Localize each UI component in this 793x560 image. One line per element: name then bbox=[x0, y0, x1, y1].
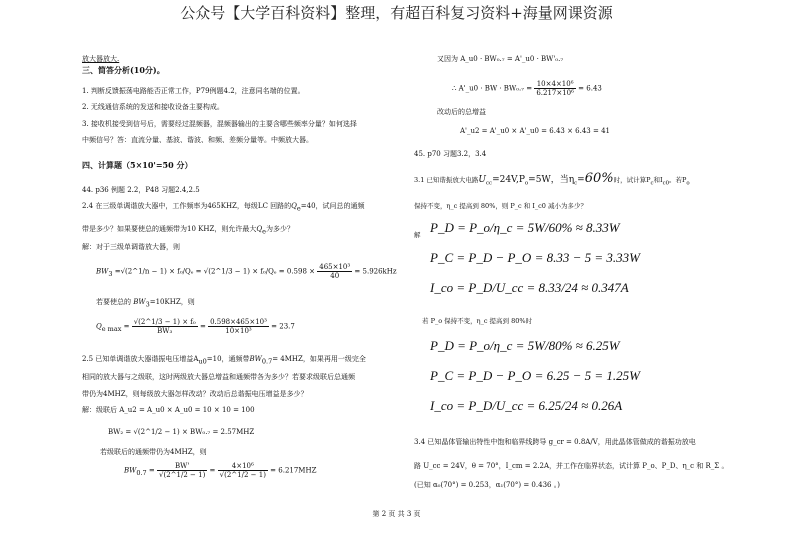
equation-pc-60: P_C = P_D − P_O = 8.33 − 5 = 3.33W bbox=[430, 250, 640, 265]
right-gain-relation: 又因为 A_u0 · BW₀.₇ = A'_u0 · BW'₀.₇ bbox=[437, 55, 564, 63]
problem-2-4-text-d: 为多少？ bbox=[265, 225, 294, 233]
condition-80-percent: 若 P_o 保持不变，η_c 提高到 80%时 bbox=[422, 317, 533, 325]
problem-2-4-line-1 bbox=[82, 201, 365, 212]
eq2-lhs-sub: e max bbox=[101, 324, 122, 333]
r6-j: 和 bbox=[653, 176, 660, 184]
problem-3-4-line-1: 3.4 已知晶体管输出特性中饱和临界线跨导 g_cr = 0.8A/V，用此晶体管做成的谐振功放电 bbox=[414, 438, 696, 446]
eq2-result: = 23.7 bbox=[271, 322, 295, 331]
problem-2-5-keep: 若级联后的通频带仍为4MHZ，则 bbox=[100, 448, 207, 456]
question-2: 2. 无线通信系统的发送和接收设备主要构成。 bbox=[82, 103, 224, 111]
question-1: 1. 判断反馈振荡电路能否正常工作，P79例题4.2，注意同名端的位置。 bbox=[82, 87, 305, 95]
question-3-line-1: 3. 接收机接受到信号后，需要经过混频器，混频器输出的主要含哪些频率分量？如何选择 bbox=[82, 120, 357, 128]
equation-bw07: $BW_{0.7}$ = $\frac{BW'}{√(2\^{}1/2 - 1)}$ = $\frac{\text{4×10⁶}}{√(2\^{}1/2 - 1)}$ = 6.217MHZ bbox=[124, 462, 317, 479]
problem-2-4-q2: Q bbox=[256, 225, 263, 233]
r6-a: 3.1 已知谐振放大电路 bbox=[414, 176, 479, 184]
problem-2-4-need: 若要使总的 $BW_3=10KHZ$，则 bbox=[96, 298, 195, 309]
eq1-lhs: BW bbox=[96, 267, 109, 276]
eq1-numerator: 465×10³ bbox=[319, 263, 351, 271]
problem-2-4-line-2 bbox=[82, 224, 294, 235]
r2-lhs: ∴ A'_u0 · BW · BW₀.₇ = bbox=[452, 84, 533, 93]
r6-g: 60% bbox=[584, 171, 614, 186]
problem-2-4-q-sub: e bbox=[296, 204, 301, 213]
problem-45-ref: 45. p70 习题3.2，3.4 bbox=[414, 150, 487, 158]
need-text-b: =10KHZ，则 bbox=[149, 298, 195, 306]
p25-text-a: 2.5 已知单调谐放大器谐振电压增益A bbox=[82, 355, 199, 363]
problem-3-4-line-3: (已知 α₀(70°) = 0.253，α₁(70°) = 0.436 。) bbox=[414, 481, 560, 489]
equation-pc-80: P_C = P_D − P_O = 6.25 − 5 = 1.25W bbox=[430, 368, 640, 383]
right-total-gain: A'_u2 = A'_u0 × A'_u0 = 6.43 × 6.43 = 41 bbox=[460, 127, 610, 135]
eq2-numerator-2: 0.598×465×10³ bbox=[210, 318, 267, 326]
problem-3-1-line-1: 3.1 已知谐振放大电路$U_{cc}=24V,P_o=5W$，当$\eta_c=60\%$时，试计算$P_c$和$I_{c0}$。若$P_o$ bbox=[414, 171, 690, 187]
r6-c: =24V,P bbox=[492, 175, 525, 185]
r2-result: = 6.43 bbox=[578, 84, 602, 93]
p25-text-d: = 4MHZ，如果再用一级完全 bbox=[272, 355, 366, 363]
r6-h: 时，试计算 bbox=[613, 176, 647, 184]
problem-2-5-line-1: 2.5 已知单调谐放大器谐振电压增益$A_{u0}=10$，通频带$BW_{0.7}= 4MHZ$，如果再用一级完全 bbox=[82, 355, 366, 366]
eq1-body: =√(2^1/n − 1) × f₀/Qₑ = √(2^1/3 − 1) × f₀/Qₑ = 0.598 × bbox=[114, 267, 315, 276]
problem-2-4-text-c: 带是多少？如果要使总的通频带为10 KHZ，则允许最大 bbox=[82, 225, 257, 233]
eq1-result: = 5.926kHz bbox=[354, 267, 397, 276]
eq4-numerator-1: BW' bbox=[157, 462, 207, 471]
r2-numerator: 10×4×10⁶ bbox=[534, 80, 576, 89]
page-footer: 第 2 页 共 3 页 bbox=[372, 510, 421, 518]
question-3-line-2: 中频信号？答：直流分量、基波、谐波、和频、差频分量等。中频放大器。 bbox=[82, 136, 313, 144]
r6-d: =5W，当 bbox=[528, 175, 569, 185]
problem-2-4-q: Q bbox=[291, 202, 297, 210]
r6-m: P bbox=[682, 176, 687, 184]
problem-2-5-solution: 解：级联后 A_u2 = A_u0 × A_u0 = 10 × 10 = 100 bbox=[82, 406, 255, 414]
need-bw: BW bbox=[133, 298, 146, 306]
eq1-lhs-sub: 3 bbox=[108, 269, 113, 278]
right-gain-calc bbox=[452, 80, 602, 97]
equation-ico-60: I_co = P_D/U_cc = 8.33/24 ≈ 0.347A bbox=[430, 280, 629, 295]
r6-f: = bbox=[577, 175, 585, 185]
problem-2-4-text-a: 2.4 在三级单调谐放大器中，工作频率为465KHZ，每级LC 回路的 bbox=[82, 202, 292, 210]
equation-qe-max: $Q_{e max}$ = $\frac{\text{√(2\textasciicircum{}1/3 − 1) × f₀}}{\text{BW₃}}$ = $\frac{\text{0.598×465×10³}}{\text{10×10³}}$ = 23.7 bbox=[96, 318, 295, 335]
eq2-denominator-2: 10×10³ bbox=[225, 327, 252, 335]
r6-i: P bbox=[646, 176, 651, 184]
top-fragment: 放大器放大. bbox=[82, 55, 120, 63]
eq4-lhs: BW bbox=[124, 466, 137, 475]
need-text-a: 若要使总的 bbox=[96, 298, 131, 306]
section-3-title: 三、简答分析(10分)。 bbox=[82, 65, 165, 75]
eq4-denominator-2: √(2^1/2 − 1) bbox=[219, 471, 266, 479]
problem-2-5-line-3: 带仍为4MHZ，则每级放大器怎样改动？改动后总谐振电压增益是多少？ bbox=[82, 390, 308, 398]
solution-label: 解 bbox=[414, 231, 421, 239]
p25-text-c: BW bbox=[249, 355, 262, 363]
r6-b: U bbox=[478, 175, 486, 185]
r6-l: 。若 bbox=[669, 176, 683, 184]
equation-pd-80: P_D = P_o/η_c = 5W/80% ≈ 6.25W bbox=[430, 338, 620, 353]
problem-3-4-line-2: 路 U_cc = 24V，θ = 70°，I_cm = 2.2A，并工作在临界状态，试计算 P_o、P_D、η_c 和 R_Σ 。 bbox=[414, 462, 729, 470]
eq2-denominator-1: BW₃ bbox=[157, 327, 173, 335]
problem-2-4-text-b: =40，试问总的通频 bbox=[300, 202, 365, 210]
equation-bw3 bbox=[96, 263, 397, 280]
problem-2-5-line-2: 相同的放大器与之级联，这时两级放大器总增益和通频带各为多少？若要求级联后总通频 bbox=[82, 373, 355, 381]
eq4-lhs-sub: 0.7 bbox=[136, 468, 147, 477]
right-modified-gain-label: 改动后的总增益 bbox=[437, 108, 486, 116]
section-4-title: 四、计算题（5×10'=50 分） bbox=[82, 160, 193, 170]
r6-e: η bbox=[568, 175, 575, 185]
equation-pd-60: P_D = P_o/η_c = 5W/60% ≈ 8.33W bbox=[430, 220, 620, 235]
problem-2-4-q2-sub: e bbox=[262, 227, 266, 236]
problem-44-ref: 44. p36 例题 2.2，P48 习题2.4,2.5 bbox=[82, 186, 200, 194]
r2-denominator: 6.217×10⁶ bbox=[536, 89, 574, 97]
problem-3-1-line-2: 保持不变，η_c 提高到 80%，则 P_c 和 I_c0 减小为多少？ bbox=[414, 202, 587, 210]
eq1-denominator: 40 bbox=[330, 272, 340, 280]
eq4-denominator-1: √(2^1/2 − 1) bbox=[159, 471, 206, 479]
eq4-result: = 6.217MHZ bbox=[270, 466, 317, 475]
equation-bw2: BW₂ = √(2^1/2 − 1) × BW₀.₇ = 2.57MHZ bbox=[108, 428, 255, 436]
p25-text-b: =10，通频带 bbox=[206, 355, 250, 363]
eq2-numerator-1: √(2^1/3 − 1) × f₀ bbox=[133, 318, 196, 326]
eq4-numerator-2: 4×10⁶ bbox=[218, 462, 268, 471]
problem-2-4-solution-intro: 解：对于三级单调谐放大器，则 bbox=[82, 243, 180, 251]
eq2-lhs: Q bbox=[96, 322, 102, 331]
watermark-banner: 公众号【大学百科资料】整理，有超百科复习资料+海量网课资源 bbox=[180, 4, 613, 22]
equation-ico-80: I_co = P_D/U_cc = 6.25/24 ≈ 0.26A bbox=[430, 398, 623, 413]
r6-k: I bbox=[660, 176, 663, 184]
